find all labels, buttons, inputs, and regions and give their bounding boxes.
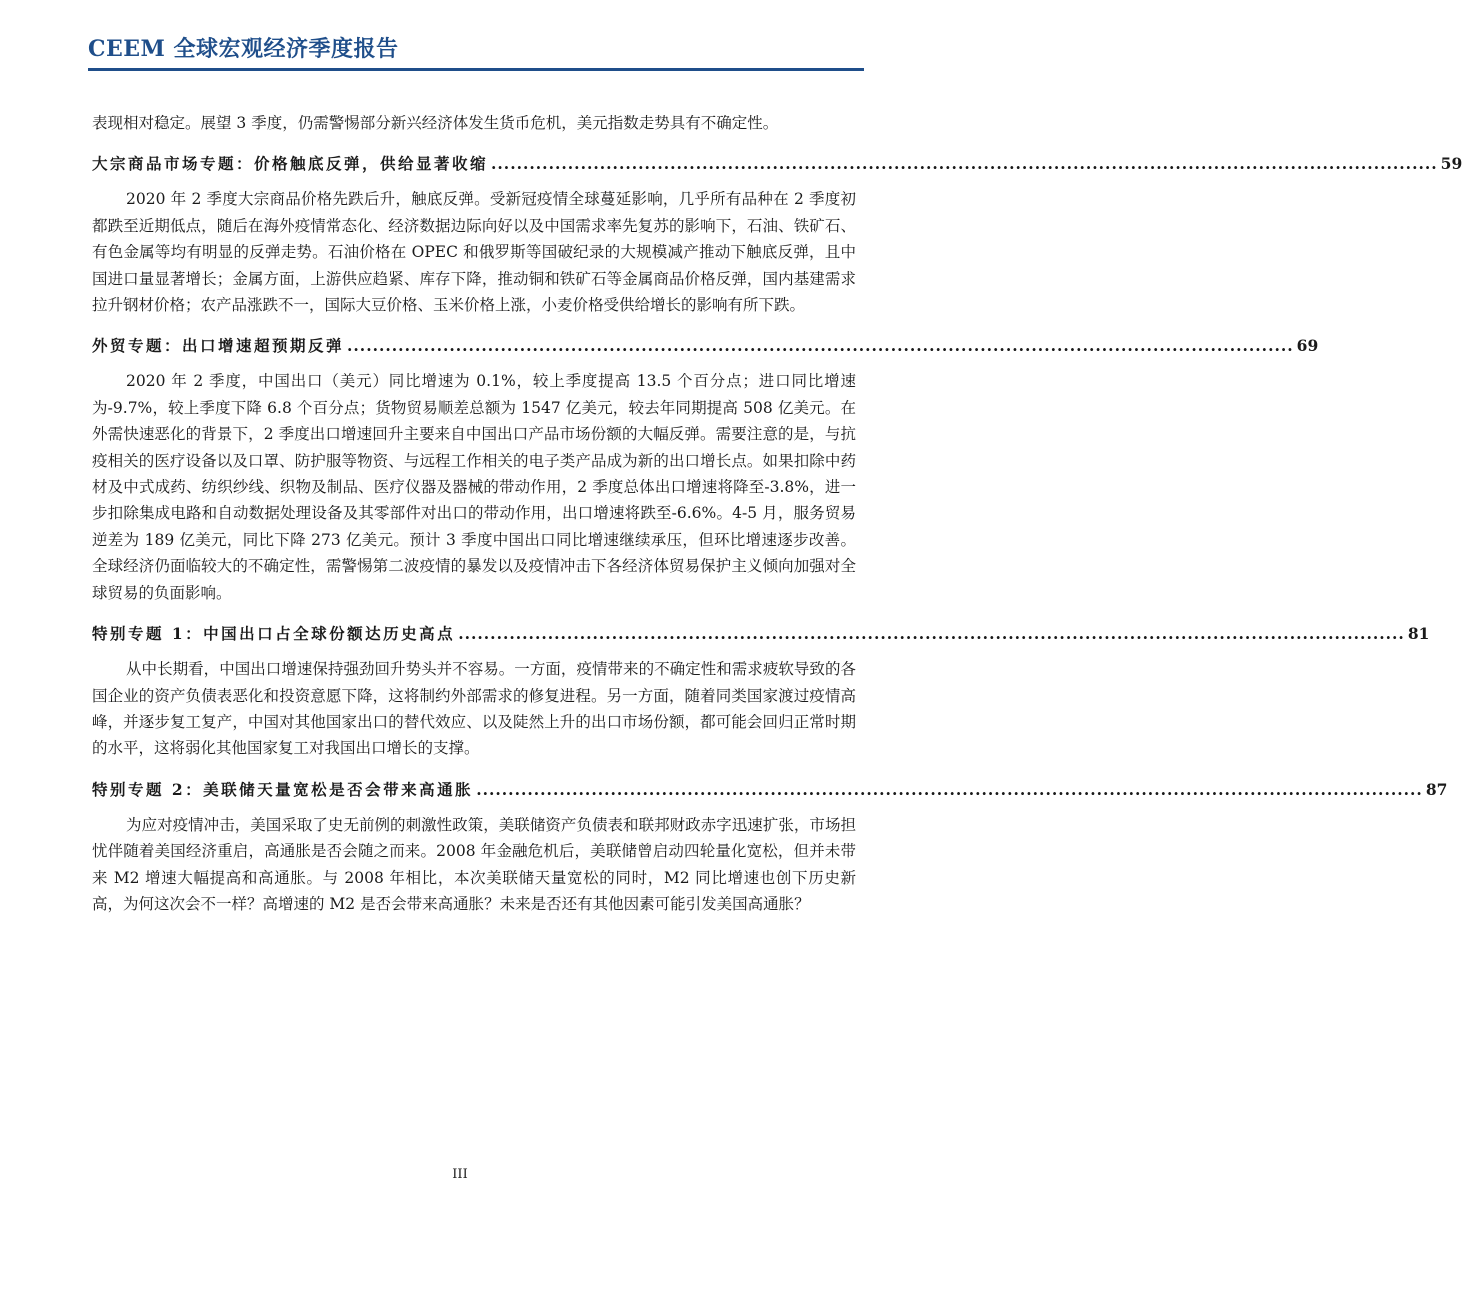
toc-page-number[interactable]: 59 [1440,154,1462,174]
toc-leader-dots: .................................................................................................................................................... [491,154,1438,174]
toc-leader-dots: .................................................................................................................................................... [458,624,1405,644]
page-header [88,30,864,72]
toc-entry-special-1[interactable] [92,621,1430,647]
toc-title[interactable]: 大宗商品市场专题：价格触底反弹，供给显著收缩 [92,154,489,174]
section-summary: 从中长期看，中国出口增速保持强劲回升势头并不容易。一方面，疫情带来的不确定性和需求疲软导致的各国企业的资产负债表恶化和投资意愿下降，这将制约外部需求的修复进程。另一方面，随着同类国家渡过疫情高峰，并逐步复工复产，中国对其他国家出口的替代效应、以及陡然上升的出口市场份额，都可能会回归正常时期的水平，这将弱化其他国家复工对我国出口增长的支撑。 [92,660,856,758]
section-summary: 为应对疫情冲击，美国采取了史无前例的刺激性政策，美联储资产负债表和联邦财政赤字迅速扩张，市场担忧伴随着美国经济重启，高通胀是否会随之而来。2008 年金融危机后，美联储曾启动四轮量化宽松，但并未带来 M2 增速大幅提高和高通胀。与 2008 年相比，本次美联储天量宽松的同时，M2 同比增速也创下历史新高，为何这次会不一样？高增速的 M2 是否会带来高通胀？未来是否还有其他因素可能引发美国高通胀？ [92,815,856,913]
toc-entry-special-2[interactable] [92,777,1448,803]
toc-title[interactable]: 外贸专题：出口增速超预期反弹 [92,336,345,356]
page-number: III [452,1167,468,1182]
report-title: CEEM 全球宏观经济季度报告 [88,36,399,62]
toc-title[interactable]: 特别专题 2：美联储天量宽松是否会带来高通胀 [92,779,474,799]
toc-title[interactable]: 特别专题 1：中国出口占全球份额达历史高点 [92,624,456,644]
header-divider [88,68,864,71]
toc-page-number[interactable]: 69 [1296,336,1319,356]
toc-entry-commodities[interactable] [92,151,1462,177]
toc-leader-dots: .................................................................................................................................................... [347,336,1294,356]
toc-page-number[interactable]: 87 [1425,779,1448,799]
toc-page-number[interactable]: 81 [1407,624,1430,644]
section-summary: 2020 年 2 季度大宗商品价格先跌后升，触底反弹。受新冠疫情全球蔓延影响，几乎所有品种在 2 季度初都跌至近期低点，随后在海外疫情常态化、经济数据边际向好以及中国需求率先复苏的影响下，石油、铁矿石、有色金属等均有明显的反弹走势。石油价格在 OPEC 和俄罗斯等国破纪录的大规模减产推动下触底反弹，且中国进口量显著增长；金属方面，上游供应趋紧、库存下降，推动铜和铁矿石等金属商品价格反弹，国内基建需求拉升钢材价格；农产品涨跌不一，国际大豆价格、玉米价格上涨，小麦价格受供给增长的影响有所下跌。 [92,190,856,315]
toc-entry-foreign-trade[interactable] [92,333,1319,359]
section-summary: 2020 年 2 季度，中国出口（美元）同比增速为 0.1%，较上季度提高 13.5 个百分点；进口同比增速为-9.7%，较上季度下降 6.8 个百分点；货物贸易顺差总额为 1547 亿美元，较去年同期提高 508 亿美元。在外需快速恶化的背景下，2 季度出口增速回升主要来自中国出口产品市场份额的大幅反弹。需要注意的是，与抗疫相关的医疗设备以及口罩、防护服等物资、与远程工作相关的电子类产品成为新的出口增长点。如果扣除中药材及中式成药、纺织纱线、织物及制品、医疗仪器及器械的带动作用，2 季度总体出口增速将降至-3.8%，进一步扣除集成电路和自动数据处理设备及其零部件对出口的带动作用，出口增速将跌至-6.6%。4-5 月，服务贸易逆差为 189 亿美元，同比下降 273 亿美元。预计 3 季度中国出口同比增速继续承压，但环比增速逐步改善。全球经济仍面临较大的不确定性，需警惕第二波疫情的暴发以及疫情冲击下各经济体贸易保护主义倾向加强对全球贸易的负面影响。 [92,372,856,602]
toc-leader-dots: .................................................................................................................................................... [476,779,1423,799]
intro-paragraph: 表现相对稳定。展望 3 季度，仍需警惕部分新兴经济体发生货币危机，美元指数走势具有不确定性。 [92,114,779,132]
page-body [92,110,1462,917]
